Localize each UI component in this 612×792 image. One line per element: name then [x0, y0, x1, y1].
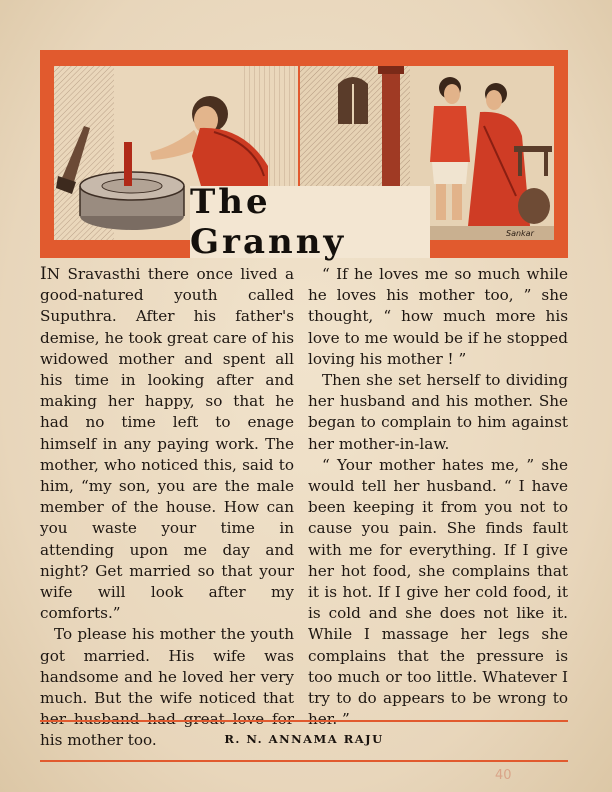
page-number: 40	[495, 768, 512, 783]
author-credit: R. N. ANNAMA RAJU	[224, 732, 384, 746]
story-paragraph-1-text: N Sravasthi there once lived a good-natured youth called Suputhra. After his father's demise, he took great care of his widowed mother and spent all his time in looking after and making her happy, so that he had no time left to enage himself in any paying work. The mother, who noticed this, said to him, “my son, you are the male member of the house. How can you waste your time in attending upon me day and night? Get married so that your wife will look after my comforts.”	[40, 265, 294, 623]
story-paragraph-1	[40, 264, 294, 624]
footer-rule-bottom	[40, 760, 568, 762]
footer-rule-top	[40, 720, 568, 722]
story-column-left	[40, 264, 294, 752]
story-paragraph-2: To please his mother the youth got married. His wife was handsome and he loved her very much. But the wife noticed that his mother too.	[40, 625, 294, 750]
story-title: The Granny	[190, 182, 347, 262]
story-column-right	[308, 264, 568, 730]
story-paragraph-5: “ Your mother hates me, ” she would tell her husband. “ I have been keeping it from you not to cause you pain. She finds fault with me for everything. If I give her hot food, she complains that it is hot. If I give her cold food, it is cold and she does not like it. While I massage her legs she complains that the pressure is too much or too little. Whatever I try to do appears to be wrong to	[308, 455, 568, 708]
illustrator-signature: Sankar	[506, 229, 534, 238]
title-plate	[190, 182, 430, 262]
story-paragraph-4: Then she set herself to dividing her husband and his mother. She began to complain to him against her mother-in-law.	[308, 371, 568, 453]
dropcap-letter: I	[40, 264, 47, 284]
story-paragraph-3: “ If he loves me so much while he loves his mother too, ” she thought, “ how much more his love to me would be if he stopped loving his mother ! ”	[308, 265, 568, 368]
